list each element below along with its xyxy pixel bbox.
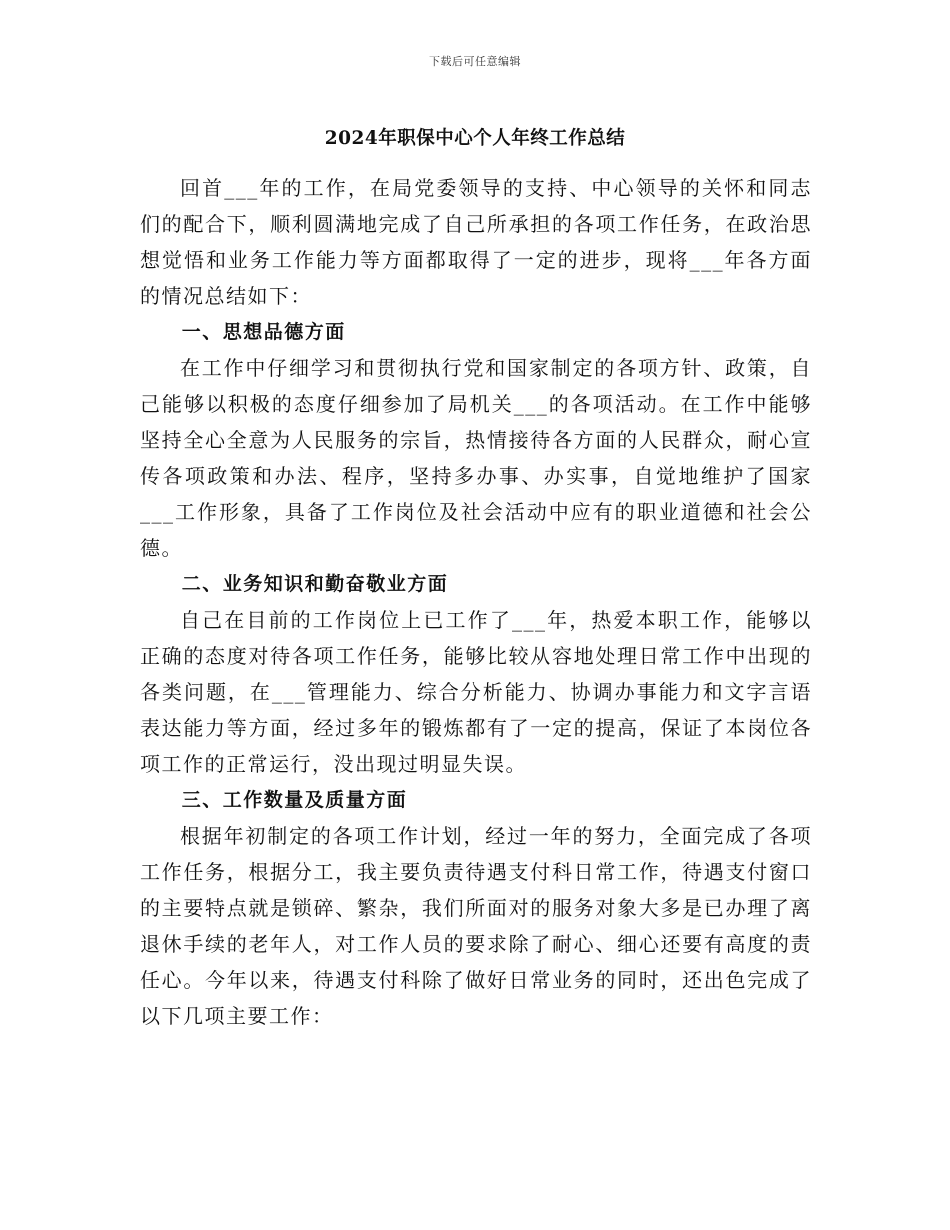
section-heading-2: 二、业务知识和勤奋敬业方面 <box>181 573 449 595</box>
document-body <box>140 170 812 1034</box>
header-note: 下载后可任意编辑 <box>429 55 521 68</box>
section-heading-3: 三、工作数量及质量方面 <box>181 789 408 811</box>
section-body-3: 根据年初制定的各项工作计划，经过一年的努力，全面完成了各项工作任务，根据分工，我主要负责待遇支付科日常工作，待遇支付窗口的主要特点就是锁碎、繁杂，我们所面对的服务对象大多是已办理了离退休手续的老年人，对工作人员的要求除了耐心、细心还要有高度的责任心。今年以来，待遇支付科除了做好日常业务的同时，还出色完成了以下几项主要工作： <box>140 824 812 1028</box>
section-body-1: 在工作中仔细学习和贯彻执行党和国家制定的各项方针、政策，自己能够以积极的态度仔细参加了局机关___的各项活动。在工作中能够坚持全心全意为人民服务的宗旨，热情接待各方面的人民群众，耐心宣传各项政策和办法、程序，坚持多办事、办实事，自觉地维护了国家___工作形象，具备了工作岗位及社会活动中应有的职业道德和社会公德。 <box>140 356 812 560</box>
intro-paragraph: 回首___年的工作，在局党委领导的支持、中心领导的关怀和同志们的配合下，顺利圆满地完成了自己所承担的各项工作任务，在政治思想觉悟和业务工作能力等方面都取得了一定的进步，现将___年各方面的情况总结如下： <box>140 176 812 308</box>
document-title: 2024年职保中心个人年终工作总结 <box>324 128 626 149</box>
section-heading-1: 一、思想品德方面 <box>181 321 346 343</box>
section-body-2: 自己在目前的工作岗位上已工作了___年，热爱本职工作，能够以正确的态度对待各项工作任务，能够比较从容地处理日常工作中出现的各类问题，在___管理能力、综合分析能力、协调办事能力和文字言语表达能力等方面，经过多年的锻炼都有了一定的提高，保证了本岗位各项工作的正常运行，没出现过明显失误。 <box>140 608 812 776</box>
